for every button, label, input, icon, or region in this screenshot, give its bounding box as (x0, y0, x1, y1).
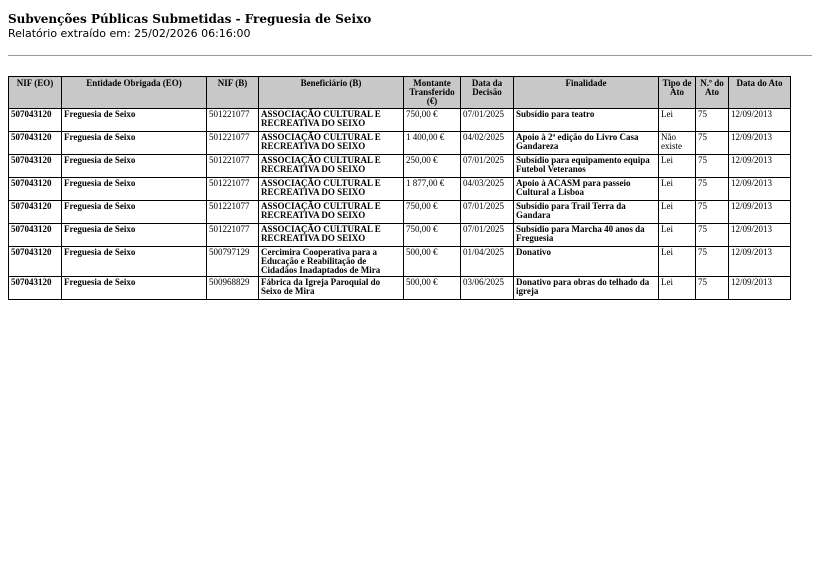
column-header-data-decisao: Data da Decisão (461, 77, 514, 109)
subsidies-table (8, 76, 791, 300)
column-header-numero-ato: N.º do Ato (696, 77, 729, 109)
cell-finalidade: Subsídio para equipamento equipa Futebol Veteranos (514, 155, 659, 178)
cell-data-decisao: 04/02/2025 (461, 132, 514, 155)
cell-montante: 750,00 € (404, 224, 461, 247)
cell-nif-eo: 507043120 (9, 201, 62, 224)
column-header-nif-eo: NIF (EO) (9, 77, 62, 109)
cell-entidade-obrigada: Freguesia de Seixo (62, 178, 207, 201)
cell-data-ato: 12/09/2013 (729, 132, 791, 155)
cell-nif-eo: 507043120 (9, 178, 62, 201)
table-row (9, 132, 791, 155)
cell-data-decisao: 07/01/2025 (461, 224, 514, 247)
column-header-finalidade: Finalidade (514, 77, 659, 109)
cell-montante: 750,00 € (404, 201, 461, 224)
cell-entidade-obrigada: Freguesia de Seixo (62, 201, 207, 224)
cell-tipo-ato: Não existe (659, 132, 696, 155)
cell-nif-b: 501221077 (207, 201, 259, 224)
header-divider (8, 55, 812, 56)
table-body (9, 109, 791, 300)
table-row (9, 178, 791, 201)
cell-data-ato: 12/09/2013 (729, 224, 791, 247)
cell-entidade-obrigada: Freguesia de Seixo (62, 247, 207, 277)
cell-montante: 1 877,00 € (404, 178, 461, 201)
cell-tipo-ato: Lei (659, 277, 696, 300)
cell-tipo-ato: Lei (659, 155, 696, 178)
cell-nif-eo: 507043120 (9, 247, 62, 277)
cell-numero-ato: 75 (696, 132, 729, 155)
cell-beneficiario: ASSOCIAÇÃO CULTURAL E RECREATIVA DO SEIXO (259, 201, 404, 224)
report-title: Subvenções Públicas Submetidas - Freguesia de Seixo (8, 12, 372, 26)
cell-nif-eo: 507043120 (9, 224, 62, 247)
cell-finalidade: Subsídio para teatro (514, 109, 659, 132)
column-header-tipo-ato: Tipo de Ato (659, 77, 696, 109)
cell-finalidade: Subsídio para Marcha 40 anos da Freguesia (514, 224, 659, 247)
cell-beneficiario: ASSOCIAÇÃO CULTURAL E RECREATIVA DO SEIXO (259, 178, 404, 201)
column-header-entidade-obrigada: Entidade Obrigada (EO) (62, 77, 207, 109)
cell-tipo-ato: Lei (659, 178, 696, 201)
table-row (9, 155, 791, 178)
cell-nif-b: 500797129 (207, 247, 259, 277)
column-header-nif-b: NIF (B) (207, 77, 259, 109)
cell-numero-ato: 75 (696, 224, 729, 247)
cell-beneficiario: ASSOCIAÇÃO CULTURAL E RECREATIVA DO SEIXO (259, 224, 404, 247)
cell-numero-ato: 75 (696, 201, 729, 224)
cell-numero-ato: 75 (696, 155, 729, 178)
cell-entidade-obrigada: Freguesia de Seixo (62, 277, 207, 300)
cell-data-ato: 12/09/2013 (729, 155, 791, 178)
cell-nif-b: 501221077 (207, 155, 259, 178)
column-header-montante: Montante Transferido (€) (404, 77, 461, 109)
cell-data-decisao: 04/03/2025 (461, 178, 514, 201)
column-header-data-ato: Data do Ato (729, 77, 791, 109)
cell-entidade-obrigada: Freguesia de Seixo (62, 224, 207, 247)
cell-montante: 750,00 € (404, 109, 461, 132)
cell-data-decisao: 03/06/2025 (461, 277, 514, 300)
cell-nif-eo: 507043120 (9, 109, 62, 132)
cell-beneficiario: ASSOCIAÇÃO CULTURAL E RECREATIVA DO SEIXO (259, 109, 404, 132)
cell-nif-b: 501221077 (207, 224, 259, 247)
table-row (9, 224, 791, 247)
cell-data-decisao: 07/01/2025 (461, 155, 514, 178)
cell-beneficiario: Cercimira Cooperativa para a Educação e Reabilitação de Cidadãos Inadaptados de Mira (259, 247, 404, 277)
cell-nif-b: 500968829 (207, 277, 259, 300)
cell-entidade-obrigada: Freguesia de Seixo (62, 155, 207, 178)
cell-numero-ato: 75 (696, 277, 729, 300)
table-row (9, 109, 791, 132)
cell-finalidade: Apoio à ACASM para passeio Cultural a Lisboa (514, 178, 659, 201)
cell-nif-b: 501221077 (207, 132, 259, 155)
cell-data-ato: 12/09/2013 (729, 201, 791, 224)
cell-nif-b: 501221077 (207, 178, 259, 201)
cell-numero-ato: 75 (696, 178, 729, 201)
cell-data-ato: 12/09/2013 (729, 277, 791, 300)
cell-tipo-ato: Lei (659, 247, 696, 277)
cell-nif-eo: 507043120 (9, 277, 62, 300)
cell-finalidade: Subsídio para Trail Terra da Gandara (514, 201, 659, 224)
cell-finalidade: Donativo para obras do telhado da igreja (514, 277, 659, 300)
cell-finalidade: Donativo (514, 247, 659, 277)
cell-data-decisao: 07/01/2025 (461, 201, 514, 224)
table-header-row (9, 77, 791, 109)
cell-montante: 500,00 € (404, 277, 461, 300)
cell-data-ato: 12/09/2013 (729, 247, 791, 277)
cell-montante: 1 400,00 € (404, 132, 461, 155)
table-row (9, 247, 791, 277)
cell-numero-ato: 75 (696, 109, 729, 132)
cell-nif-eo: 507043120 (9, 155, 62, 178)
cell-numero-ato: 75 (696, 247, 729, 277)
cell-montante: 250,00 € (404, 155, 461, 178)
cell-data-ato: 12/09/2013 (729, 109, 791, 132)
cell-nif-b: 501221077 (207, 109, 259, 132)
cell-nif-eo: 507043120 (9, 132, 62, 155)
table-row (9, 277, 791, 300)
cell-beneficiario: Fábrica da Igreja Paroquial do Seixo de Mira (259, 277, 404, 300)
cell-finalidade: Apoio à 2ª edição do Livro Casa Gandareza (514, 132, 659, 155)
report-extracted-date: Relatório extraído em: 25/02/2026 06:16:00 (8, 27, 251, 40)
cell-beneficiario: ASSOCIAÇÃO CULTURAL E RECREATIVA DO SEIXO (259, 132, 404, 155)
column-header-beneficiario: Beneficiário (B) (259, 77, 404, 109)
table-row (9, 201, 791, 224)
cell-tipo-ato: Lei (659, 201, 696, 224)
cell-entidade-obrigada: Freguesia de Seixo (62, 132, 207, 155)
cell-tipo-ato: Lei (659, 224, 696, 247)
cell-data-decisao: 07/01/2025 (461, 109, 514, 132)
cell-beneficiario: ASSOCIAÇÃO CULTURAL E RECREATIVA DO SEIXO (259, 155, 404, 178)
cell-entidade-obrigada: Freguesia de Seixo (62, 109, 207, 132)
cell-data-ato: 12/09/2013 (729, 178, 791, 201)
cell-data-decisao: 01/04/2025 (461, 247, 514, 277)
report-header (8, 12, 371, 41)
cell-montante: 500,00 € (404, 247, 461, 277)
cell-tipo-ato: Lei (659, 109, 696, 132)
